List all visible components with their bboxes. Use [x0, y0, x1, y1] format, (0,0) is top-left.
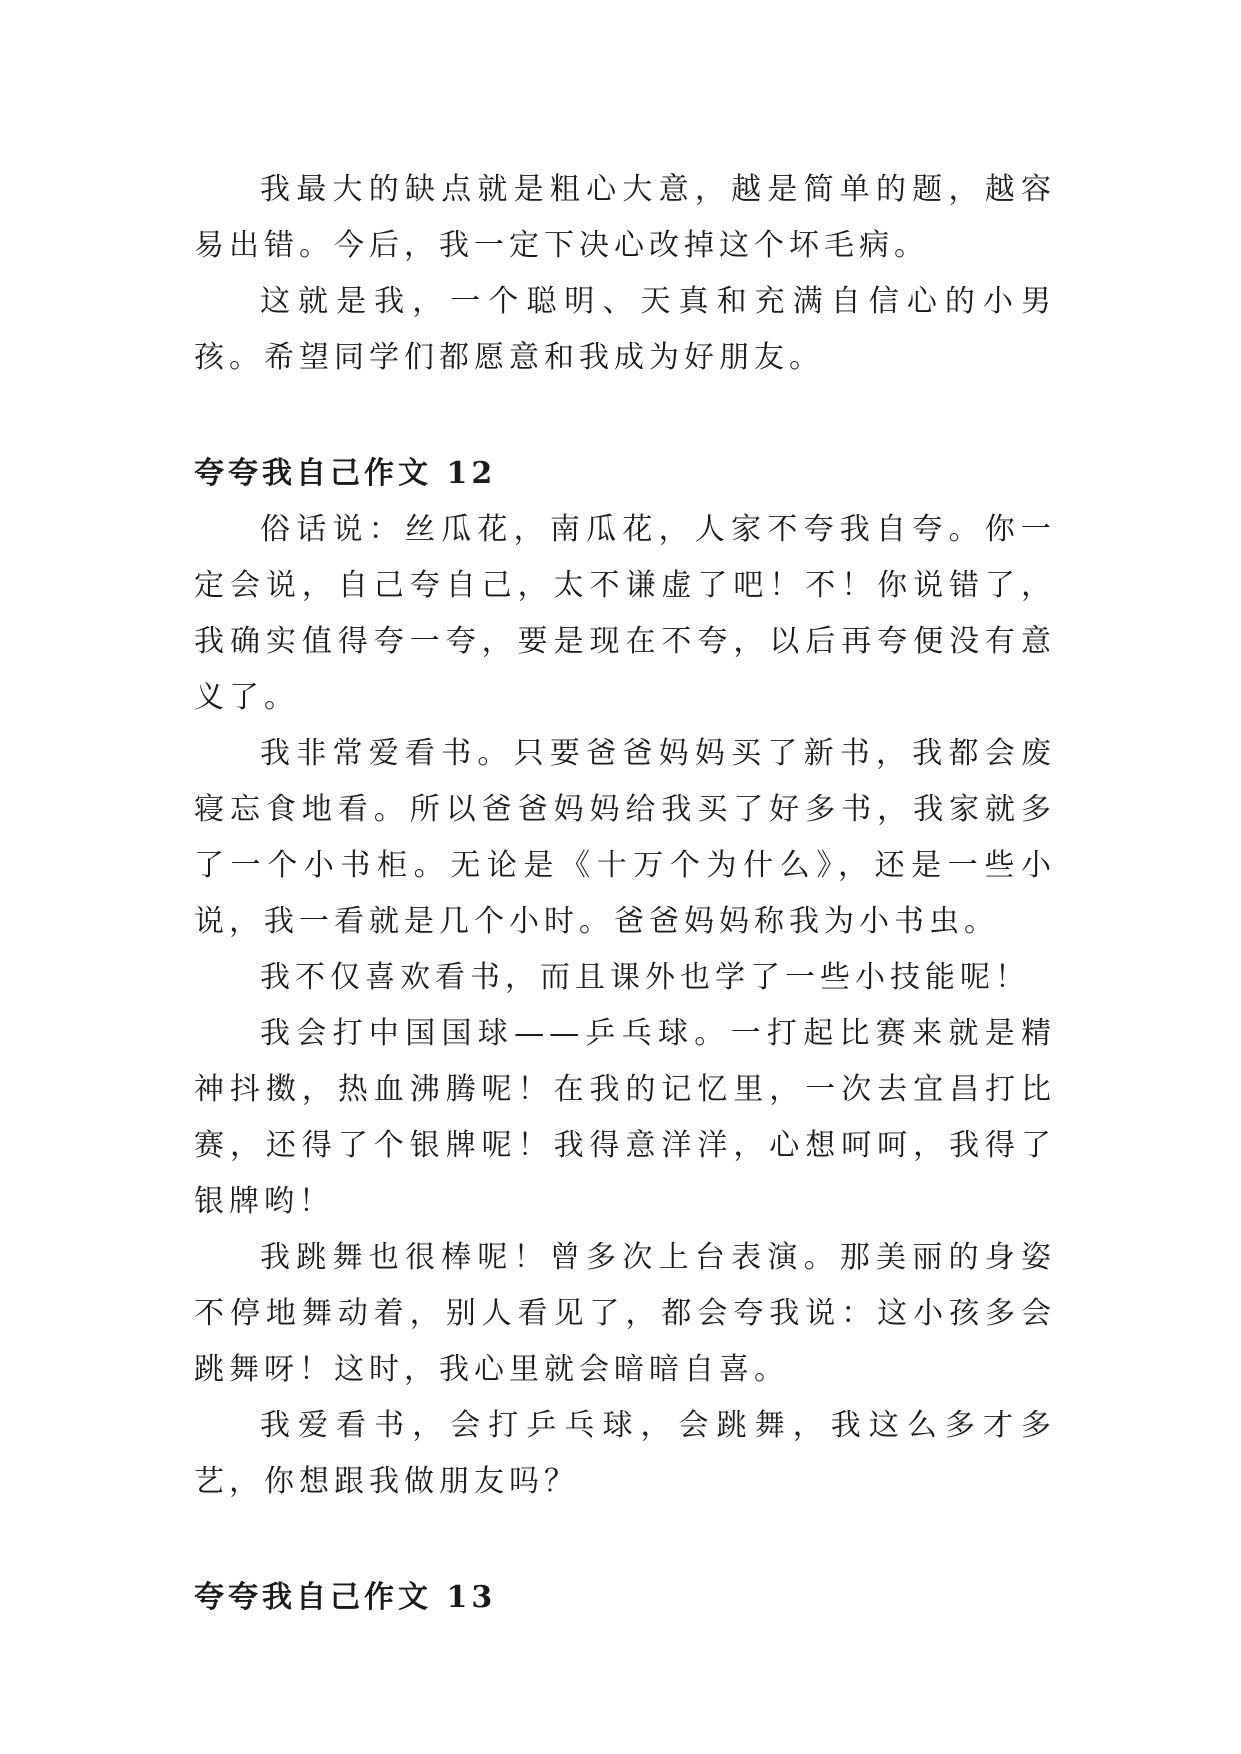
- paragraph: 我不仅喜欢看书，而且课外也学了一些小技能呢！: [260, 960, 1030, 995]
- section-gap: [194, 386, 1056, 446]
- paragraph: 我会打中国国球——乒乓球。一打起比赛来就是精神抖擞，热血沸腾呢！在我的记忆里，一次去宜昌打比赛，还得了个银牌呢！我得意洋洋，心想呵呵，我得了银牌哟！: [194, 1016, 1056, 1219]
- paragraph: 我爱看书，会打乒乓球，会跳舞，我这么多才多艺，你想跟我做朋友吗？: [194, 1408, 1056, 1499]
- paragraph: 这就是我，一个聪明、天真和充满自信心的小男孩。希望同学们都愿意和我成为好朋友。: [194, 284, 1056, 375]
- paragraph: 我非常爱看书。只要爸爸妈妈买了新书，我都会废寝忘食地看。所以爸爸妈妈给我买了好多书，我家就多了一个小书柜。无论是《十万个为什么》，还是一些小说，我一看就是几个小时。爸爸妈妈称我为小书虫。: [194, 736, 1056, 939]
- section-gap: [194, 1510, 1056, 1570]
- paragraph: 我最大的缺点就是粗心大意，越是简单的题，越容易出错。今后，我一定下决心改掉这个坏毛病。: [194, 172, 1056, 263]
- section-heading-13: 夸夸我自己作文 13: [194, 1580, 497, 1615]
- paragraph: 我跳舞也很棒呢！曾多次上台表演。那美丽的身姿不停地舞动着，别人看见了，都会夸我说：这小孩多会跳舞呀！这时，我心里就会暗暗自喜。: [194, 1240, 1056, 1387]
- section-heading-12: 夸夸我自己作文 12: [194, 456, 497, 491]
- paragraph: 俗话说：丝瓜花，南瓜花，人家不夸我自夸。你一定会说，自己夸自己，太不谦虚了吧！不！你说错了，我确实值得夸一夸，要是现在不夸，以后再夸便没有意义了。: [194, 512, 1056, 715]
- document-body: [194, 162, 1056, 1626]
